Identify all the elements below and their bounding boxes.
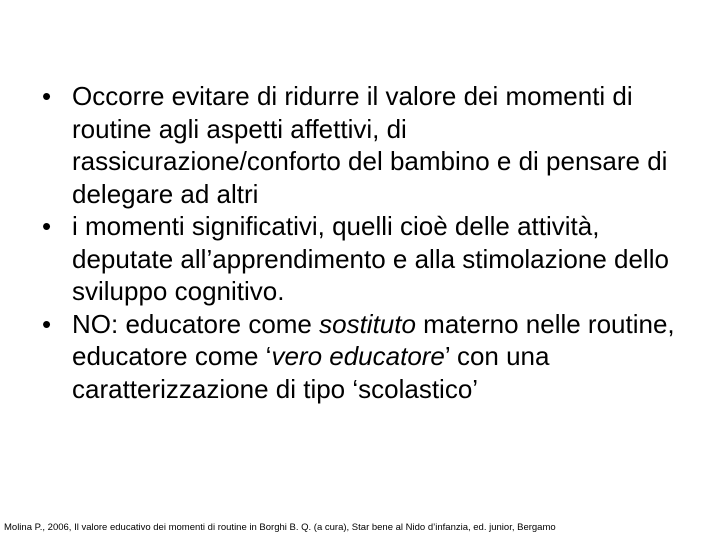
citation-footnote: Molina P., 2006, Il valore educativo dei momenti di routine in Borghi B. Q. (a cura), Star bene al Nido d’infanzia, ed. junior, Bergamo [4, 522, 556, 533]
bullet-list [42, 80, 682, 405]
bullet-1-text: Occorre evitare di ridurre il valore dei momenti di routine agli aspetti affettivi, di rassicurazione/conforto del bambino e di pensare di delegare ad altri [72, 81, 668, 209]
bullet-text-2 [72, 211, 669, 306]
bullet-text-1 [72, 81, 667, 209]
bullet-item-3 [42, 308, 682, 406]
bullet-2-text: i momenti significativi, quelli cioè delle attività, deputate all’apprendimento e alla stimolazione dello sviluppo cognitivo. [72, 211, 669, 306]
bullet-icon: • [42, 211, 52, 241]
bullet-text-3 [72, 309, 675, 404]
bullet-item-1 [42, 80, 682, 210]
bullet-3-segment-1: NO: educatore come [72, 308, 320, 339]
bullet-3-segment-2-italic: sostituto [319, 308, 416, 339]
bullet-3-segment-5: ’ con una caratterizzazione di tipo ‘scolastico’ [72, 341, 550, 404]
bullet-icon: • [42, 81, 52, 111]
bullet-3-segment-3: materno nelle routine, educatore come ‘ [72, 308, 675, 371]
bullet-icon: • [42, 308, 52, 339]
bullet-item-2 [42, 210, 682, 308]
bullet-3-segment-4-italic: vero educatore [271, 341, 445, 371]
